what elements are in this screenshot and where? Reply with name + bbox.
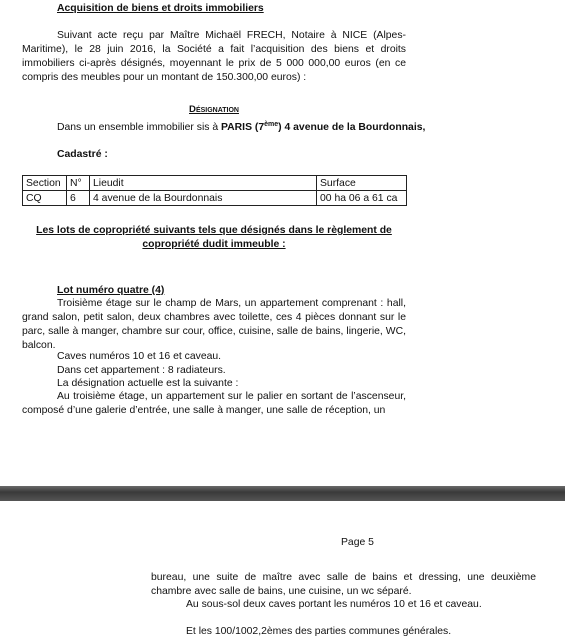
lot-description: Troisième étage sur le champ de Mars, un appartement comprenant : hall, grand salon, petit salon, deux chambres avec toilette, ces 4 pièces donnant sur le parc, salle à manger, chambre sur cour, office, cuisine, salle de bains, lingerie, WC, balcon. <box>22 298 406 351</box>
troisieme-etage-paragraph: Au troisième étage, un appartement sur le palier en sortant de l’ascenseur, composé d’une galerie d’entrée, une salle à manger, une salle de réception, un <box>22 391 406 416</box>
page-separator <box>0 486 565 501</box>
section-heading: Acquisition de biens et droits immobiliers <box>57 3 264 14</box>
location-suffix: ) 4 avenue de la Bourdonnais, <box>278 122 426 133</box>
designation-title: Désignation <box>189 104 239 115</box>
lot-title: Lot numéro quatre (4) <box>57 285 165 296</box>
cadastre-table <box>22 175 407 206</box>
parties-communes-line: Et les 100/1002,2èmes des parties communes générales. <box>186 626 452 637</box>
table-cell: CQ <box>23 191 67 206</box>
location-city: PARIS (7 <box>221 122 265 133</box>
continuation-paragraph: bureau, une suite de maître avec salle de bains et dressing, une deuxième chambre avec salle de bains, une cuisine, un wc séparé. <box>151 572 536 597</box>
table-cell: 4 avenue de la Bourdonnais <box>90 191 317 206</box>
radiateurs-line: Dans cet appartement : 8 radiateurs. <box>57 365 226 376</box>
table-header-row <box>23 176 407 191</box>
sous-sol-line: Au sous-sol deux caves portant les numéros 10 et 16 et caveau. <box>186 599 482 610</box>
designation-actuelle-line: La désignation actuelle est la suivante : <box>57 378 239 389</box>
acquisition-paragraph: Suivant acte reçu par Maître Michaël FRECH, Notaire à NICE (Alpes-Maritime), le 28 juin 2016, la Société a fait l’acquisition des biens et droits immobiliers ci-après désignés, moyennant le prix de 5 000 000,00 euros (en ce compris des meubles pour un montant de 150.300,00 euros) : <box>22 30 406 83</box>
table-cell: 00 ha 06 a 61 ca <box>317 191 407 206</box>
table-header-cell: Section <box>23 176 67 191</box>
page-number: Page 5 <box>341 537 374 548</box>
document-page-2 <box>0 501 565 643</box>
table-row <box>23 191 407 206</box>
caves-line: Caves numéros 10 et 16 et caveau. <box>57 351 222 362</box>
table-header-cell: N° <box>67 176 90 191</box>
cadastre-label: Cadastré : <box>57 149 108 160</box>
location-line <box>57 121 425 135</box>
lots-title: Les lots de copropriété suivants tels que désignés dans le règlement de copropriété dudit immeuble : <box>36 225 392 250</box>
table-header-cell: Surface <box>317 176 407 191</box>
location-prefix: Dans un ensemble immobilier sis à <box>57 122 222 133</box>
location-superscript: ème <box>264 121 279 128</box>
table-header-cell: Lieudit <box>90 176 317 191</box>
table-cell: 6 <box>67 191 90 206</box>
